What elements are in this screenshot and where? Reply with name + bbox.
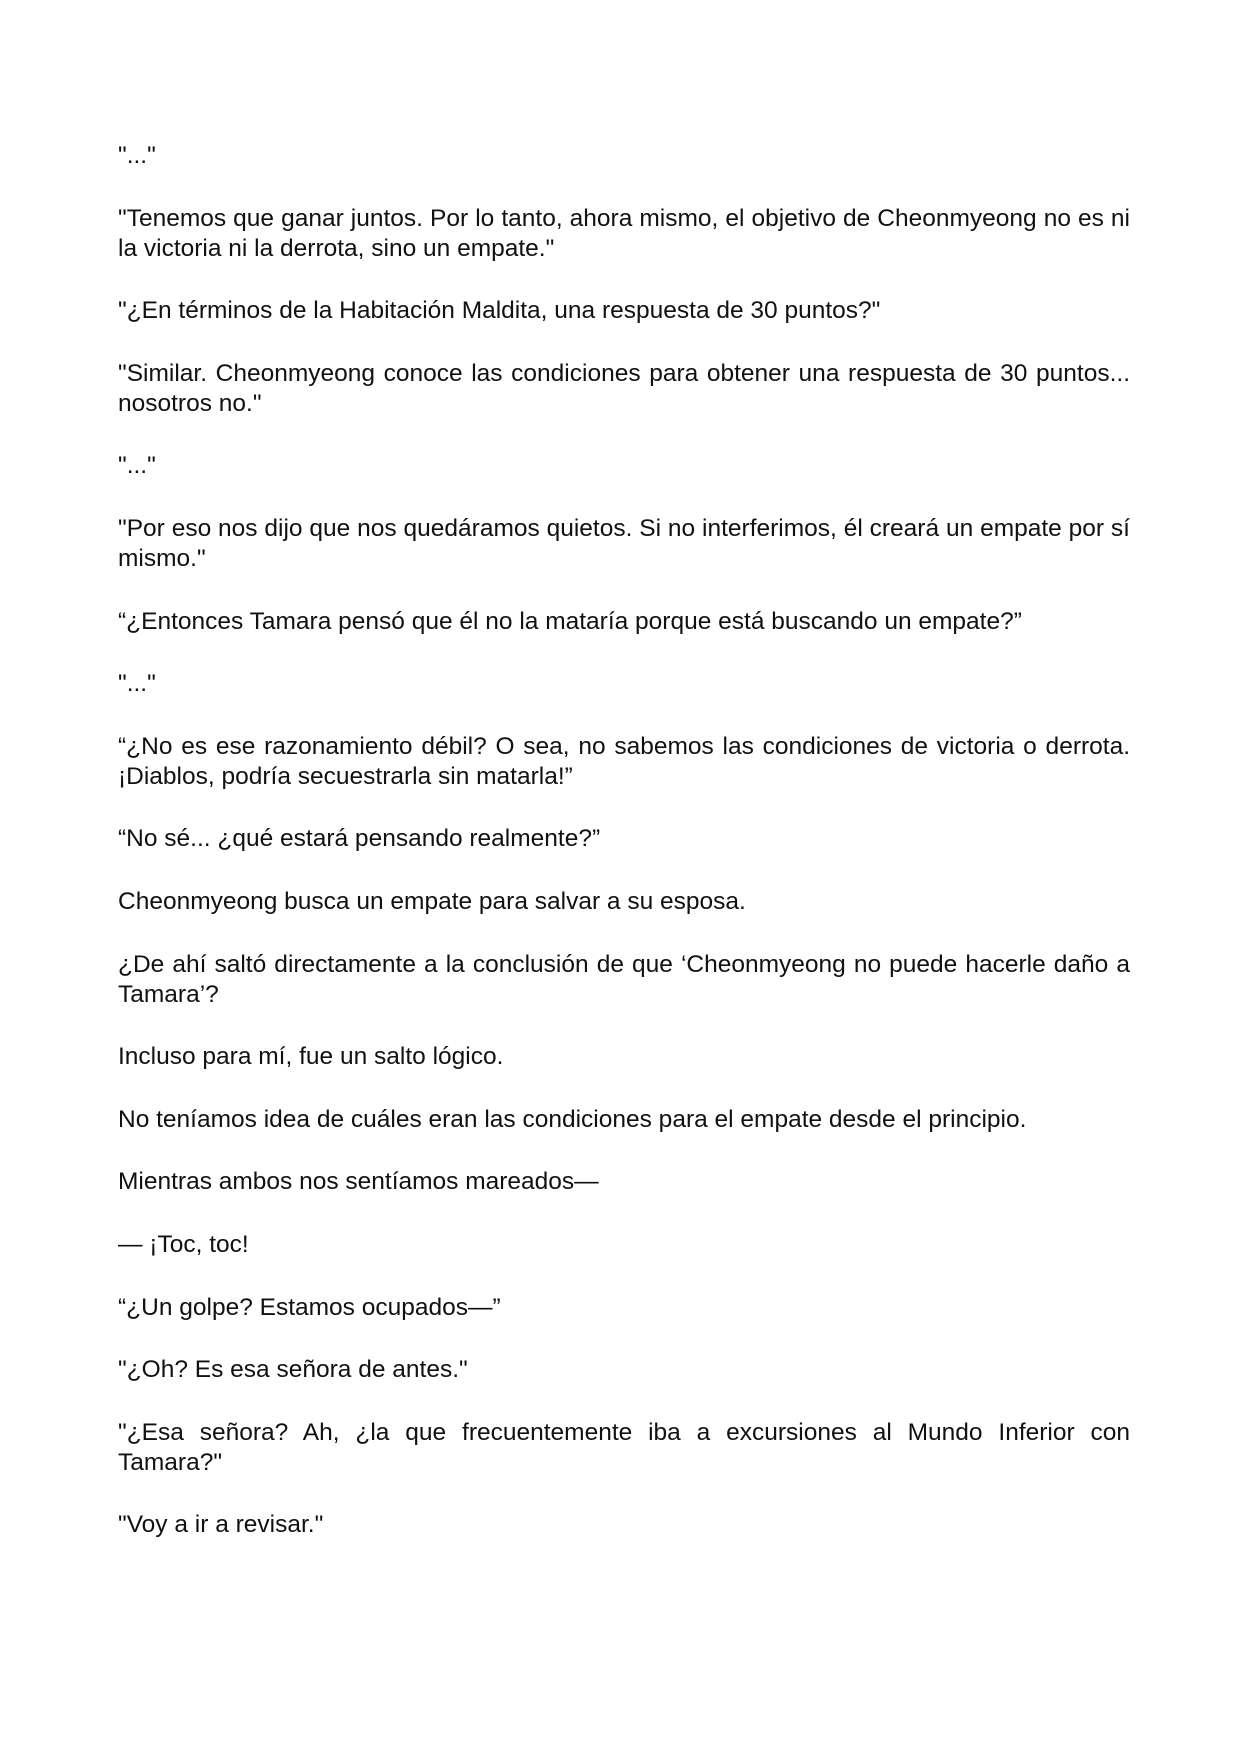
paragraph: Cheonmyeong busca un empate para salvar a su esposa. xyxy=(118,887,746,915)
paragraph: “¿Un golpe? Estamos ocupados—” xyxy=(118,1293,501,1321)
paragraph: Incluso para mí, fue un salto lógico. xyxy=(118,1043,504,1071)
paragraph: "¿Esa señora? Ah, ¿la que frecuentemente iba a excursiones al Mundo Inferior con Tamara?" xyxy=(118,1418,1130,1476)
paragraph: Mientras ambos nos sentíamos mareados— xyxy=(118,1168,599,1196)
paragraph: "Tenemos que ganar juntos. Por lo tanto, ahora mismo, el objetivo de Cheonmyeong no es ni la victoria ni la derrota, sino un empate." xyxy=(118,204,1130,262)
document-body xyxy=(118,141,1130,1540)
paragraph: "¿En términos de la Habitación Maldita, una respuesta de 30 puntos?" xyxy=(118,297,881,325)
paragraph: "Por eso nos dijo que nos quedáramos quietos. Si no interferimos, él creará un empate por sí mismo." xyxy=(118,514,1130,572)
paragraph: “¿Entonces Tamara pensó que él no la mataría porque está buscando un empate?” xyxy=(118,607,1022,635)
paragraph: "..." xyxy=(118,452,156,480)
paragraph: "Similar. Cheonmyeong conoce las condiciones para obtener una respuesta de 30 puntos... nosotros no." xyxy=(118,359,1130,417)
paragraph: “No sé... ¿qué estará pensando realmente?” xyxy=(118,825,601,853)
paragraph: — ¡Toc, toc! xyxy=(118,1230,249,1258)
paragraph: "..." xyxy=(118,142,156,169)
paragraph: ¿De ahí saltó directamente a la conclusión de que ‘Cheonmyeong no puede hacerle daño a Tamara’? xyxy=(118,950,1130,1008)
paragraph: "..." xyxy=(118,670,156,698)
paragraph: "¿Oh? Es esa señora de antes." xyxy=(118,1356,468,1384)
paragraph: “¿No es ese razonamiento débil? O sea, no sabemos las condiciones de victoria o derrota. ¡Diablos, podría secuestrarla sin matarla!” xyxy=(118,732,1130,790)
paragraph: "Voy a ir a revisar." xyxy=(118,1511,324,1539)
paragraph: No teníamos idea de cuáles eran las condiciones para el empate desde el principio. xyxy=(118,1105,1027,1133)
